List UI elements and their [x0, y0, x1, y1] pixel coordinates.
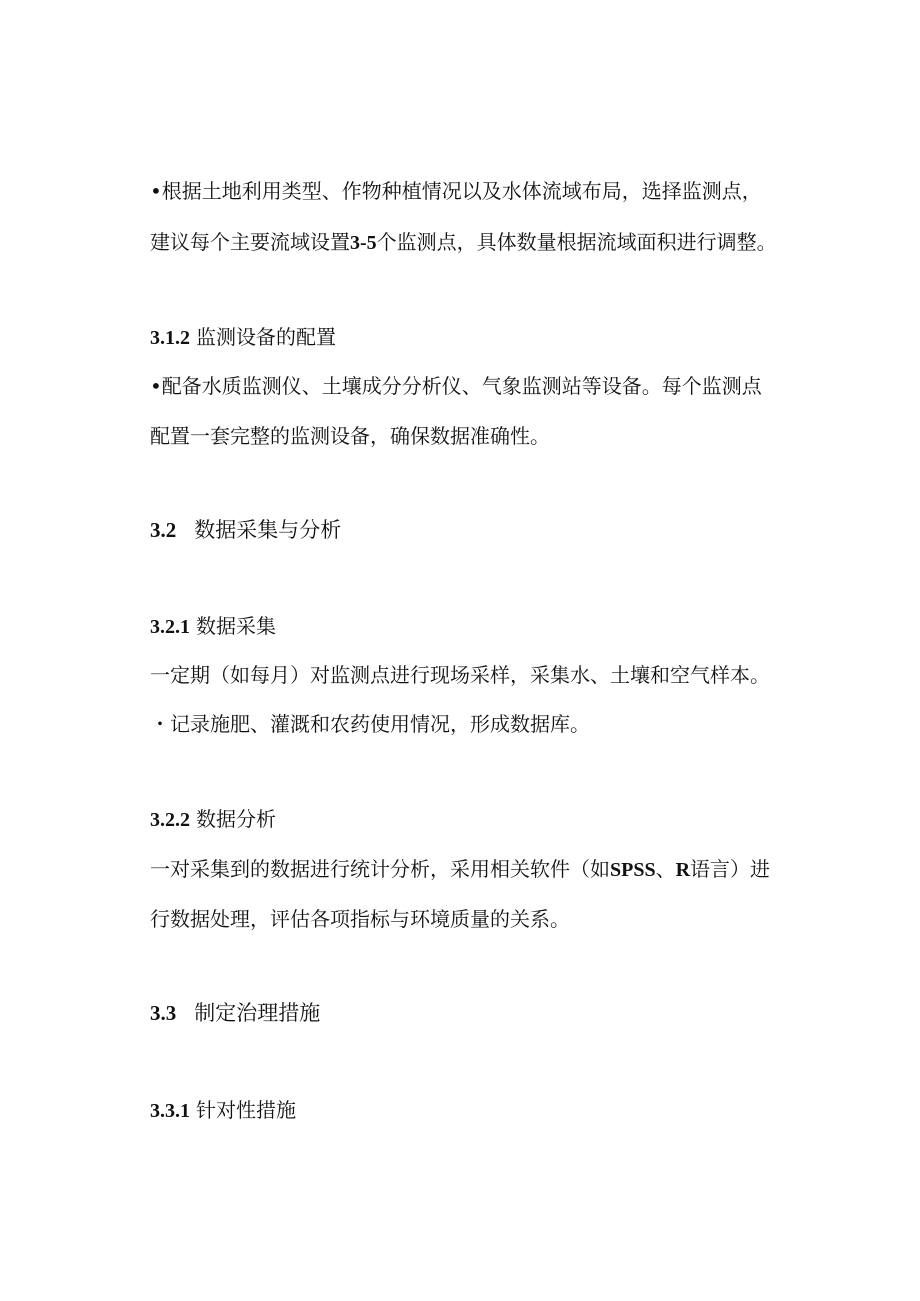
section-number: 3.3 — [150, 1001, 177, 1025]
text: 行数据处理，评估各项指标与环境质量的关系。 — [150, 907, 570, 931]
text: 、 — [655, 857, 676, 881]
section-number: 3.2.2 — [150, 809, 190, 831]
text: •根据土地利用类型、作物种植情况以及水体流域布局，选择监测点， — [150, 179, 762, 203]
text: 一定期（如每月）对监测点进行现场采样，采集水、土壤和空气样本。 — [150, 663, 770, 687]
heading-3-2-1 — [150, 613, 276, 640]
text: 配置一套完整的监测设备，确保数据准确性。 — [150, 424, 550, 448]
heading-3-3 — [150, 1000, 320, 1026]
heading-3-1-2 — [150, 324, 336, 351]
text: •配备水质监测仪、土壤成分分析仪、气象监测站等设备。每个监测点 — [150, 374, 762, 398]
text: 个监测点，具体数量根据流域面积进行调整。 — [376, 230, 777, 254]
heading-3-3-1 — [150, 1097, 296, 1124]
section-title: 制定治理措施 — [194, 1001, 321, 1025]
text: ・记录施肥、灌溉和农药使用情况，形成数据库。 — [150, 712, 590, 736]
section-number: 3.2 — [150, 518, 177, 542]
section-title: 数据采集 — [196, 614, 276, 638]
paragraph-equipment-line1 — [150, 373, 762, 399]
paragraph-monitoring-points-line1 — [150, 178, 762, 204]
text: 一对采集到的数据进行统计分析，采用相关软件（如 — [150, 857, 610, 881]
paragraph-data-collection-line2 — [150, 711, 590, 737]
section-title: 监测设备的配置 — [196, 325, 336, 349]
section-number: 3.3.1 — [150, 1100, 190, 1122]
text: 语言）进 — [690, 857, 771, 881]
section-title: 数据采集与分析 — [194, 518, 342, 542]
section-title: 数据分析 — [196, 807, 276, 831]
section-number: 3.1.2 — [150, 327, 190, 349]
section-title: 针对性措施 — [196, 1098, 296, 1122]
heading-3-2 — [150, 517, 341, 543]
text: 建议每个主要流域设置 — [150, 230, 350, 254]
paragraph-data-analysis-line1 — [150, 856, 770, 883]
software-name: R — [675, 859, 691, 881]
paragraph-equipment-line2 — [150, 423, 550, 449]
range-value: 3-5 — [350, 232, 377, 254]
section-number: 3.2.1 — [150, 616, 190, 638]
paragraph-data-collection-line1 — [150, 662, 770, 688]
paragraph-data-analysis-line2 — [150, 906, 570, 932]
heading-3-2-2 — [150, 806, 276, 833]
paragraph-monitoring-points-line2 — [150, 229, 777, 256]
software-name: SPSS — [610, 859, 656, 881]
